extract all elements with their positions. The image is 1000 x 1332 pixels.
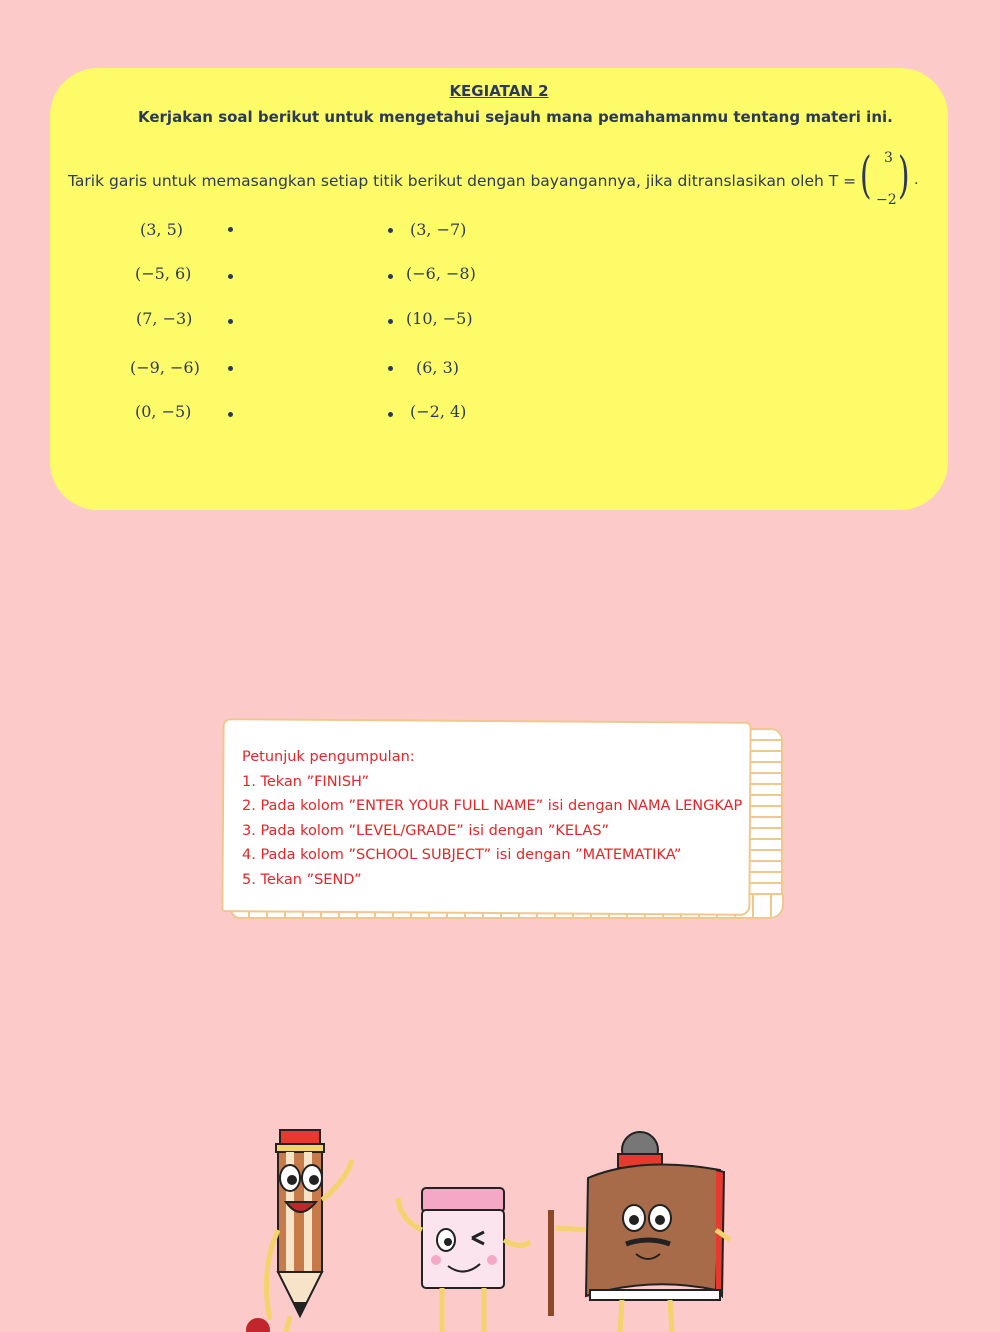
submission-step: 3. Pada kolom ”LEVEL/GRADE” isi dengan ”KELAS” [242,822,610,839]
right-dot[interactable] [388,228,393,233]
left-point: (−9, −6) [130,358,200,377]
left-dot[interactable] [228,366,233,371]
vector-bottom: −2 [876,192,897,208]
activity-subtitle: Kerjakan soal berikut untuk mengetahui sejauh mana pemahamanmu tentang materi ini. [138,108,893,126]
right-point: (−2, 4) [410,402,467,421]
left-point: (0, −5) [135,402,192,421]
right-point: (6, 3) [416,358,460,377]
submission-step: 2. Pada kolom ”ENTER YOUR FULL NAME” isi dengan NAMA LENGKAP [242,798,743,814]
submission-step: 1. Tekan ”FINISH” [242,773,370,790]
eraser-character-icon [398,1188,530,1332]
pencil-character-icon [246,1130,352,1332]
submission-instructions [242,745,742,892]
activity-card [50,68,948,510]
left-dot[interactable] [228,412,233,417]
left-point: (3, 5) [140,220,184,239]
left-dot[interactable] [228,319,233,324]
right-dot[interactable] [388,274,393,279]
vector-period: . [914,172,919,188]
right-point: (3, −7) [410,220,467,239]
right-dot[interactable] [388,319,393,324]
translation-vector: ( 3 −2 ) . [859,146,919,208]
activity-instruction: Tarik garis untuk memasangkan setiap titik berikut dengan bayangannya, jika ditranslasikan oleh T = [68,172,857,190]
activity-title: KEGIATAN 2 [449,82,549,100]
vector-top: 3 [884,150,893,166]
submission-heading: Petunjuk pengumpulan: [242,749,415,765]
left-dot[interactable] [228,227,233,232]
submission-step: 4. Pada kolom ”SCHOOL SUBJECT” isi dengan ”MATEMATIKA” [242,847,682,863]
left-point: (7, −3) [136,309,193,328]
book-character-icon [548,1132,730,1332]
right-dot[interactable] [388,366,393,371]
right-dot[interactable] [388,412,393,417]
right-point: (10, −5) [406,309,473,328]
right-point: (−6, −8) [406,264,476,283]
left-dot[interactable] [228,274,233,279]
characters-illustration [230,1120,750,1332]
submission-step: 5. Tekan ”SEND” [242,871,362,888]
left-point: (−5, 6) [135,264,192,283]
